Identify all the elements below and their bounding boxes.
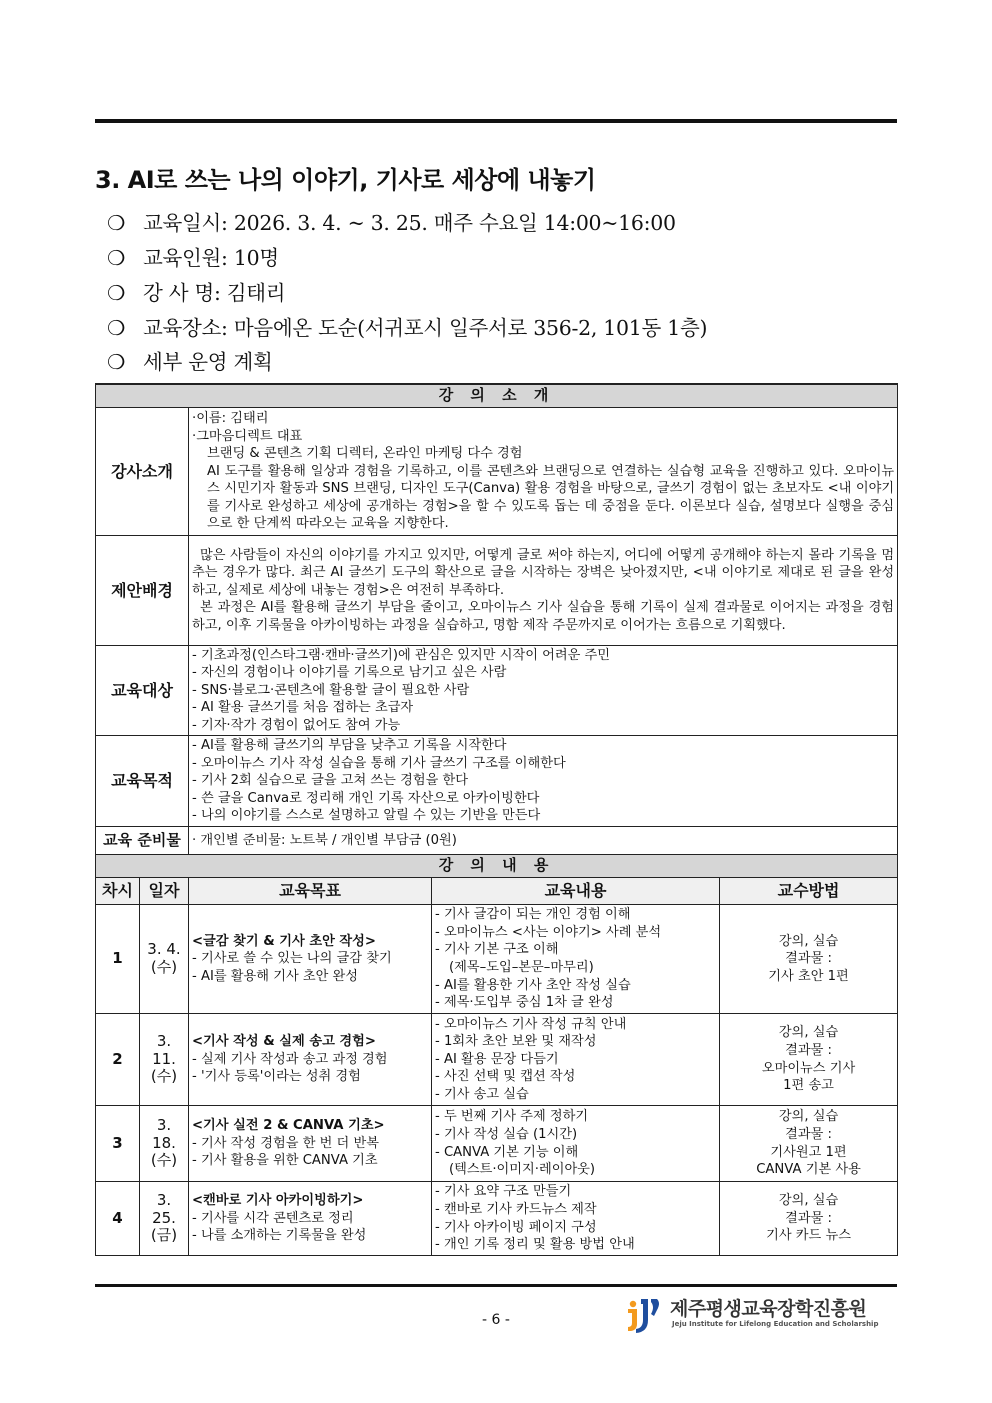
table-row xyxy=(96,1106,898,1182)
bullet-icon: ❍ xyxy=(107,281,126,305)
target-label: 교육대상 xyxy=(96,646,189,736)
col-header-method: 교수방법 xyxy=(720,878,898,905)
bottom-rule xyxy=(95,1284,897,1287)
table-row xyxy=(96,1182,898,1256)
info-schedule: ❍ 교육일시: 2026. 3. 4. ~ 3. 25. 매주 수요일 14:00~16:00 xyxy=(107,211,676,235)
list-item: - 나의 이야기를 스스로 설명하고 알릴 수 있는 기반을 만든다 xyxy=(192,808,541,824)
list-item: - 기자·작가 경험이 없어도 참여 가능 xyxy=(192,717,401,733)
session-number: 4 xyxy=(96,1182,140,1256)
session-method: 강의, 실습 결과물 : 오마이뉴스 기사 1편 송고 xyxy=(720,1014,898,1106)
org-logo xyxy=(624,1294,899,1338)
supplies-cell: · 개인별 준비물: 노트북 / 개인별 부담금 (0원) xyxy=(189,827,898,855)
session-number: 3 xyxy=(96,1106,140,1182)
list-item: - 오마이뉴스 기사 작성 실습을 통해 기사 글쓰기 구조를 이해한다 xyxy=(192,755,566,771)
list-item: - AI를 활용해 글쓰기의 부담을 낮추고 기록을 시작한다 xyxy=(192,738,507,754)
background-label: 제안배경 xyxy=(96,536,189,646)
bullet-icon: ❍ xyxy=(107,350,126,374)
list-item: - AI 활용 글쓰기를 처음 접하는 초급자 xyxy=(192,700,414,716)
logo-icon xyxy=(624,1296,664,1334)
bullet-icon: ❍ xyxy=(107,316,126,340)
session-content: - 오마이뉴스 기사 작성 규칙 안내 - 1회차 초안 보완 및 재작성 - AI 활용 문장 다듬기 - 사진 선택 및 캡션 작성 - 기사 송고 실습 xyxy=(432,1014,720,1106)
col-header-date: 일자 xyxy=(140,878,189,905)
top-rule xyxy=(95,119,897,123)
col-header-goal: 교육목표 xyxy=(189,878,432,905)
list-item: - 자신의 경험이나 이야기를 기록으로 남기고 싶은 사람 xyxy=(192,665,507,681)
table-row xyxy=(96,1014,898,1106)
col-header-content: 교육내용 xyxy=(432,878,720,905)
session-goal: <캔바로 기사 아카이빙하기> - 기사를 시각 콘텐츠로 정리 - 나를 소개하는 기록물을 완성 xyxy=(189,1182,432,1256)
session-date: 3. 25.(금) xyxy=(140,1182,189,1256)
session-number: 1 xyxy=(96,905,140,1014)
info-plan: ❍ 세부 운영 계획 xyxy=(107,350,273,374)
session-date: 3. 11.(수) xyxy=(140,1014,189,1106)
list-item: - 기초과정(인스타그램·캔바·글쓰기)에 관심은 있지만 시작이 어려운 주민 xyxy=(192,647,611,663)
session-date: 3. 18.(수) xyxy=(140,1106,189,1182)
target-cell xyxy=(189,646,898,736)
org-subtitle: Jeju Institute for Lifelong Education and Scholarship xyxy=(672,1320,879,1328)
session-content: - 기사 요약 구조 만들기 - 캔바로 기사 카드뉴스 제작 - 기사 아카이빙 페이지 구성 - 개인 기록 정리 및 활용 방법 안내 xyxy=(432,1182,720,1256)
section-title: 3. AI로 쓰는 나의 이야기, 기사로 세상에 내놓기 xyxy=(95,166,596,194)
org-name: 제주평생교육장학진흥원 xyxy=(670,1298,867,1320)
session-goal: <기사 작성 & 실제 송고 경험> - 실제 기사 작성과 송고 과정 경험 - '기사 등록'이라는 성취 경험 xyxy=(189,1014,432,1106)
intro-header: 강 의 소 개 xyxy=(96,384,898,408)
info-headcount: ❍ 교육인원: 10명 xyxy=(107,246,279,270)
list-item: - 기사 2회 실습으로 글을 고쳐 쓰는 경험을 한다 xyxy=(192,773,468,789)
session-method: 강의, 실습 결과물 : 기사원고 1편 CANVA 기본 사용 xyxy=(720,1106,898,1182)
course-plan-table xyxy=(95,383,898,1256)
session-date: 3. 4.(수) xyxy=(140,905,189,1014)
session-content: - 기사 글감이 되는 개인 경험 이해 - 오마이뉴스 <사는 이야기> 사례 분석 - 기사 기본 구조 이해 (제목–도입–본문–마무리) - AI를 활용한 기사 초안 작성 실습 - 제목·도입부 중심 1차 글 완성 xyxy=(432,905,720,1014)
session-method: 강의, 실습 결과물 : 기사 카드 뉴스 xyxy=(720,1182,898,1256)
session-goal: <기사 실전 2 & CANVA 기초> - 기사 작성 경험을 한 번 더 반복 - 기사 활용을 위한 CANVA 기초 xyxy=(189,1106,432,1182)
session-method: 강의, 실습 결과물 : 기사 초안 1편 xyxy=(720,905,898,1014)
page-number: - 6 - xyxy=(482,1312,510,1328)
list-item: - SNS·블로그·콘텐츠에 활용할 글이 필요한 사람 xyxy=(192,682,470,698)
content-header: 강 의 내 용 xyxy=(96,855,898,878)
session-number: 2 xyxy=(96,1014,140,1106)
goal-cell xyxy=(189,736,898,827)
bullet-icon: ❍ xyxy=(107,246,126,270)
list-item: - 쓴 글을 Canva로 정리해 개인 기록 자산으로 아카이빙한다 xyxy=(192,790,540,806)
info-location: ❍ 교육장소: 마음에온 도순(서귀포시 일주서로 356-2, 101동 1층) xyxy=(107,316,708,340)
instructor-cell: ·이름: 김태리 ·그마음디렉트 대표 브랜딩 & 콘텐츠 기획 디렉터, 온라인 마케팅 다수 경험 AI 도구를 활용해 일상과 경험을 기록하고, 이를 콘텐츠와 브랜딩으로 연결하는 실습형 교육을 진행하고 있다. 오마이뉴스 시민기자 활동과 SNS 브랜딩, 디자인 도구(Canva) 활용 경험을 바탕으로, 글쓰기 경험이 없는 초보자도 <내 이야기를 기사로 완성하고 세상에 공개하는 경험>을 할 수 있도록 돕는 데 중점을 둔다. 이론보다 실습, 설명보다 실행을 중심으로 한 단계씩 따라오는 교육을 지향한다. xyxy=(189,408,898,536)
supplies-label: 교육 준비물 xyxy=(96,827,189,855)
session-content: - 두 번째 기사 주제 정하기 - 기사 작성 실습 (1시간) - CANVA 기본 기능 이해 (텍스트·이미지·레이아웃) xyxy=(432,1106,720,1182)
session-goal: <글감 찾기 & 기사 초안 작성> - 기사로 쓸 수 있는 나의 글감 찾기 - AI를 활용해 기사 초안 완성 xyxy=(189,905,432,1014)
table-row xyxy=(96,905,898,1014)
background-cell: 많은 사람들이 자신의 이야기를 가지고 있지만, 어떻게 글로 써야 하는지, 어디에 어떻게 공개해야 하는지 몰라 기록을 멈추는 경우가 많다. 최근 AI 글쓰기 도구의 확산으로 글을 시작하는 장벽은 낮아졌지만, <내 이야기로 제대로 된 글을 완성하고, 실제로 세상에 내놓는 경험>은 여전히 부족하다. 본 과정은 AI를 활용해 글쓰기 부담을 줄이고, 오마이뉴스 기사 실습을 통해 기록이 실제 결과물로 이어지는 과정을 경험하고, 이후 기록물을 아카이빙하는 과정을 실습하고, 명함 제작 주문까지로 이어가는 흐름으로 기획했다. xyxy=(189,536,898,646)
instructor-label: 강사소개 xyxy=(96,408,189,536)
bullet-icon: ❍ xyxy=(107,211,126,235)
col-header-session: 차시 xyxy=(96,878,140,905)
goal-label: 교육목적 xyxy=(96,736,189,827)
info-instructor: ❍ 강 사 명: 김태리 xyxy=(107,281,286,305)
